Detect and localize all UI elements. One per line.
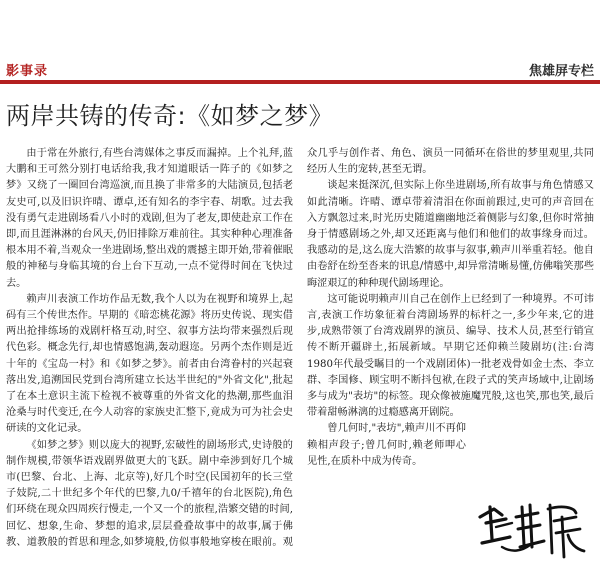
page-header [0,0,600,86]
header-rule [0,80,600,84]
handwritten-signature [472,487,590,565]
column-name: 焦雄屏专栏 [528,64,594,79]
paragraph: 由于常在外旅行,有些台湾媒体之事反而漏掉。上个礼拜,蓝大鹏和王可然分别打电话给我,我才知道眼话一阵子的《如梦之梦》又绕了一圈回台湾巡演,而且换了非常多的大陆演员,包括老友史可,以及旧识许晴、谭卓,还有知名的李宇春、胡歌。过去我没有勇气走进剧场看八小时的戏剧,但为了老友,即使赴京工作在即,而且涯淋淋的台风天,仍旧排除万难前往。其实种种心理准备根本用不着,当观众一坐进剧场,整出戏的震撼主即开始,带着催眠般的神秘与身临其境的台上台下互动,一点不觉得时间在飞快过去。 [6,148,293,289]
paragraph: 谈起来挺深沉,但实际上你坐进剧场,所有故事与角色情感又如此清晰。许晴、谭卓带着清泪在你面前跟过,史可的声音回在入方飘忽过来,时光历史随道幽幽地泛着侧影与幻象,但你时常抽身于情感剧场之外,却又还距离与他们和他们的故事缘身而过。我感动的是,这么庞大浩繁的故事与叙事,赖声川举重若轻。他自由卷舒在纷至沓来的讯息/情感中,却异常清晰易懂,仿佛嗡笑那些晦涩艰辽的种种现代剧场理论。 [307,180,594,289]
article-title: 两岸共铸的传奇:《如梦之梦》 [6,102,334,130]
paragraph: 这可能说明赖声川自己在创作上已经到了一种境界。不可讳言,表演工作坊象征着台湾剧场界的标杆之一,多少年来,它的进步,成熟带领了台湾戏剧界的演员、编导、技术人员,甚至行销宣传不断开疆辟土,拓展新域。早期它还仰赖兰陵剧坊(注:台湾1980年代最受瞩目的一个戏剧团体)一批老戏骨如金士杰、李立群、李国修、顾宝明不断抖包袱,在段子式的笑声场域中,让剧场多与成为"表坊"的标签。现众像被施魔咒般,这也笑,那也笑,最后带着甜畅淋漓的过瘾感离开剧院。 [307,293,594,419]
paragraph: 赖声川表演工作坊作品无数,我个人以为在视野和境界上,起码有三个传世杰作。早期的《暗恋桃花源》将历史传说、现实借两出抢排练场的戏剧杆格互动,时空、叙事方法均带来强烈后现代色彩。概念先行,却也情感饱满,轰动遐迩。另两个杰作则是近十年的《宝岛一村》和《如梦之梦》。前者由台湾眷村的兴起衰落出发,追溯国民党到台湾所建立长达半世纪的"外省文化",批起了在本土意识主流下检视不被尊重的外省文化的热潮,那些血泪沧桑与时代变迁,在今人动容的家族史汇整下,竟成为可为社会史研读的文化记录。 [6,293,293,435]
column-tag: 影事录 [6,64,49,79]
paragraph: 曾几何时,"表坊",赖声川不再仰赖相声段子;曾几何时,赖老师呷心见性,在质朴中成为传奇。 [307,423,466,467]
paragraph: 《如梦之梦》则以庞大的视野,宏破性的剧场形式,史诗般的制作规模,带领华语戏剧界做更大的飞跃。剧中牵涉到好几个城市(巴黎、台北、上海、北京等),好几个时空(民国初年的长三堂子妓院,二十世纪多个年代的巴黎,九0/千禧年的台北医院),角色们环绕在现众四周疾行慢走,一个又一个的旅程,浩繁交错的时间,回忆、想象,生命、梦想的追求,层层叠叠故事中的故事,属于佛教、道教般的哲思和理念,如梦境般,仿似事般地穿梭在眼前。观众几乎与创作者、角色、演员一同循环在俗世的梦里观里,共同经历人生的宠转,甚至无谓。 [6,148,594,548]
